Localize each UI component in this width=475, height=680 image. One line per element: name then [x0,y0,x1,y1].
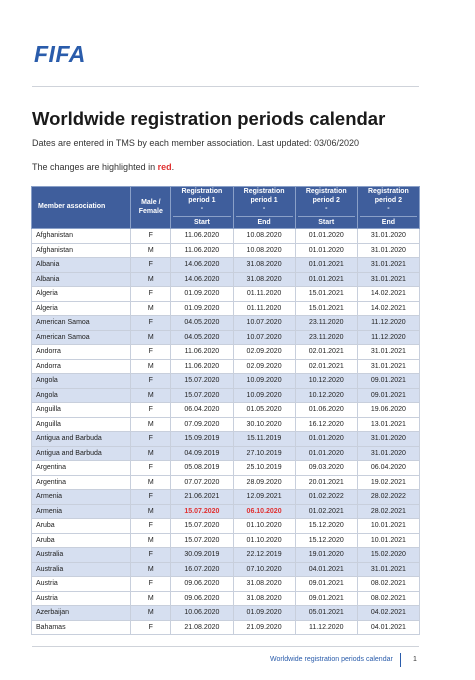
cell-period2-end: 09.01.2021 [357,388,419,403]
cell-period1-start: 06.04.2020 [171,403,233,418]
header-period1-start [171,187,233,229]
cell-member-association: Algeria [32,287,131,302]
header-label: Registration period 2 [367,188,409,204]
cell-period2-start: 19.01.2020 [295,548,357,563]
cell-sex: F [131,374,171,389]
cell-sex: F [131,316,171,331]
cell-period1-end: 31.08.2020 [233,258,295,273]
header-period1-end [233,187,295,229]
table-row [32,359,420,374]
cell-period2-end: 31.01.2021 [357,345,419,360]
changes-red-word: red [157,162,172,172]
header-period2-end [357,187,419,229]
cell-sex: F [131,577,171,592]
cell-period1-start: 11.06.2020 [171,229,233,244]
cell-period2-end: 11.12.2020 [357,330,419,345]
footer-separator [400,653,401,667]
cell-member-association: Australia [32,548,131,563]
table-row [32,301,420,316]
cell-period2-start: 02.01.2021 [295,345,357,360]
cell-period1-start: 01.09.2020 [171,287,233,302]
cell-period1-end: 02.09.2020 [233,359,295,374]
cell-period1-end: 30.10.2020 [233,417,295,432]
table-row [32,504,420,519]
cell-period2-start: 10.12.2020 [295,388,357,403]
cell-period2-start: 01.01.2020 [295,432,357,447]
cell-sex: M [131,359,171,374]
cell-sex: F [131,519,171,534]
cell-period1-start: 09.06.2020 [171,591,233,606]
cell-period2-start: 11.12.2020 [295,620,357,635]
cell-member-association: Anguilla [32,403,131,418]
cell-period1-end: 01.05.2020 [233,403,295,418]
cell-period1-end: 12.09.2021 [233,490,295,505]
header-dash: - [387,205,390,212]
cell-sex: F [131,548,171,563]
cell-period2-end: 31.01.2020 [357,243,419,258]
cell-period1-end: 01.11.2020 [233,301,295,316]
cell-period1-end: 31.08.2020 [233,272,295,287]
cell-period1-end: 02.09.2020 [233,345,295,360]
cell-period1-start: 05.08.2019 [171,461,233,476]
cell-period1-end: 01.10.2020 [233,533,295,548]
header-dash: - [262,205,266,212]
header-period2-start [295,187,357,229]
cell-sex: M [131,475,171,490]
cell-member-association: Afghanistan [32,229,131,244]
cell-sex: M [131,591,171,606]
table-row [32,388,420,403]
cell-period2-start: 09.01.2021 [295,591,357,606]
header-sex-line1: Male / [141,199,161,206]
cell-period1-start: 14.06.2020 [171,258,233,273]
cell-period2-start: 01.01.2020 [295,446,357,461]
cell-period2-start: 09.01.2021 [295,577,357,592]
cell-period1-start: 09.06.2020 [171,577,233,592]
cell-period2-end: 10.01.2021 [357,519,419,534]
cell-member-association: Andorra [32,345,131,360]
cell-member-association: American Samoa [32,316,131,331]
header-sub: Start [298,216,355,228]
cell-sex: M [131,301,171,316]
table-body [32,229,420,635]
cell-period2-end: 31.01.2021 [357,272,419,287]
cell-sex: M [131,417,171,432]
cell-period2-start: 23.11.2020 [295,316,357,331]
cell-period1-end: 15.11.2019 [233,432,295,447]
cell-period2-start: 02.01.2021 [295,359,357,374]
cell-period1-end: 21.09.2020 [233,620,295,635]
cell-period2-end: 28.02.2022 [357,490,419,505]
cell-member-association: Afghanistan [32,243,131,258]
cell-period1-end: 07.10.2020 [233,562,295,577]
cell-period2-start: 01.06.2020 [295,403,357,418]
cell-period2-end: 11.12.2020 [357,316,419,331]
cell-period2-start: 20.01.2021 [295,475,357,490]
cell-sex: F [131,345,171,360]
cell-period1-end: 31.08.2020 [233,591,295,606]
table-header-row [32,187,420,229]
cell-period2-start: 15.12.2020 [295,533,357,548]
changes-suffix: . [171,162,175,172]
cell-sex: M [131,533,171,548]
cell-member-association: American Samoa [32,330,131,345]
cell-period1-start: 30.09.2019 [171,548,233,563]
cell-period2-end: 04.01.2021 [357,620,419,635]
cell-member-association: Australia [32,562,131,577]
cell-period1-start: 07.07.2020 [171,475,233,490]
cell-period1-start: 15.07.2020 [171,533,233,548]
cell-member-association: Azerbaijan [32,606,131,621]
cell-sex: F [131,403,171,418]
cell-period1-end: 01.09.2020 [233,606,295,621]
cell-period1-start: 15.07.2020 [171,519,233,534]
cell-member-association: Anguilla [32,417,131,432]
cell-period2-end: 28.02.2021 [357,504,419,519]
header-dash: - [200,205,204,212]
cell-period2-start: 15.01.2021 [295,287,357,302]
cell-member-association: Andorra [32,359,131,374]
cell-period1-start: 15.07.2020 [171,374,233,389]
cell-period1-end: 01.10.2020 [233,519,295,534]
cell-period2-start: 01.02.2021 [295,504,357,519]
header-member-association: Member association [32,187,131,229]
table-row [32,620,420,635]
cell-sex: M [131,504,171,519]
cell-member-association: Argentina [32,475,131,490]
header-label: Registration period 1 [243,188,285,204]
cell-member-association: Aruba [32,519,131,534]
cell-period2-end: 31.01.2021 [357,359,419,374]
table-row [32,316,420,331]
table-row [32,374,420,389]
page-number: 1 [413,656,417,663]
top-divider [32,86,419,87]
cell-period1-start: 11.06.2020 [171,359,233,374]
cell-period2-end: 09.01.2021 [357,374,419,389]
header-dash: - [325,205,328,212]
cell-member-association: Antigua and Barbuda [32,446,131,461]
cell-period2-end: 31.01.2021 [357,258,419,273]
cell-period1-start: 04.05.2020 [171,316,233,331]
cell-sex: F [131,490,171,505]
cell-period1-start: 04.05.2020 [171,330,233,345]
cell-period2-end: 13.01.2021 [357,417,419,432]
table-row [32,533,420,548]
cell-sex: F [131,229,171,244]
cell-period2-end: 31.01.2020 [357,229,419,244]
page-title: Worldwide registration periods calendar [32,108,386,129]
cell-member-association: Bahamas [32,620,131,635]
cell-period2-start: 16.12.2020 [295,417,357,432]
header-sub: End [360,216,417,228]
cell-sex: M [131,388,171,403]
cell-sex: F [131,620,171,635]
page-subtitle: Dates are entered in TMS by each member association. Last updated: 03/06/2020 [32,138,360,148]
cell-period1-start: 21.06.2021 [171,490,233,505]
cell-sex: M [131,272,171,287]
cell-period2-start: 01.01.2021 [295,272,357,287]
cell-period1-end: 01.11.2020 [233,287,295,302]
table-row [32,403,420,418]
cell-sex: F [131,461,171,476]
table-row [32,475,420,490]
cell-member-association: Austria [32,577,131,592]
cell-member-association: Austria [32,591,131,606]
cell-period1-start: 21.08.2020 [171,620,233,635]
cell-period1-end: 10.09.2020 [233,374,295,389]
cell-period1-start: 14.06.2020 [171,272,233,287]
table-row [32,519,420,534]
fifa-logo: FIFA [34,41,86,67]
cell-period1-start: 15.07.2020 [171,504,233,519]
cell-period1-start: 07.09.2020 [171,417,233,432]
header-label: Registration period 2 [305,188,347,204]
table-row [32,591,420,606]
cell-period1-start: 16.07.2020 [171,562,233,577]
cell-sex: M [131,330,171,345]
cell-member-association: Armenia [32,490,131,505]
cell-sex: F [131,287,171,302]
table-row [32,562,420,577]
cell-period1-start: 01.09.2020 [171,301,233,316]
cell-member-association: Aruba [32,533,131,548]
cell-period1-end: 28.09.2020 [233,475,295,490]
changes-prefix: The changes are highlighted in [32,162,158,172]
table-row [32,229,420,244]
cell-period1-end: 10.08.2020 [233,243,295,258]
table-row [32,330,420,345]
cell-period2-end: 06.04.2020 [357,461,419,476]
cell-period2-end: 31.01.2020 [357,432,419,447]
cell-period1-end: 27.10.2019 [233,446,295,461]
cell-member-association: Antigua and Barbuda [32,432,131,447]
cell-sex: M [131,446,171,461]
cell-period2-end: 04.02.2021 [357,606,419,621]
cell-sex: M [131,243,171,258]
cell-period2-end: 19.06.2020 [357,403,419,418]
cell-period1-end: 06.10.2020 [233,504,295,519]
cell-period2-end: 14.02.2021 [357,301,419,316]
table-row [32,577,420,592]
header-label: Registration period 1 [181,188,223,204]
table-row [32,490,420,505]
cell-period1-end: 25.10.2019 [233,461,295,476]
cell-period1-end: 10.08.2020 [233,229,295,244]
table-row [32,345,420,360]
cell-period2-end: 31.01.2021 [357,562,419,577]
table-row [32,272,420,287]
header-sex-line2: Female [138,207,163,215]
footer-title: Worldwide registration periods calendar [270,656,393,663]
cell-period1-start: 15.07.2020 [171,388,233,403]
cell-period1-start: 11.06.2020 [171,345,233,360]
cell-period2-start: 15.01.2021 [295,301,357,316]
table-row [32,417,420,432]
table-row [32,243,420,258]
cell-period2-start: 05.01.2021 [295,606,357,621]
cell-period1-start: 10.06.2020 [171,606,233,621]
cell-period2-start: 01.02.2022 [295,490,357,505]
cell-period2-start: 01.01.2021 [295,258,357,273]
cell-period1-end: 10.07.2020 [233,330,295,345]
cell-period2-start: 01.01.2020 [295,243,357,258]
cell-member-association: Angola [32,374,131,389]
cell-period1-end: 10.09.2020 [233,388,295,403]
cell-period2-end: 15.02.2020 [357,548,419,563]
cell-period1-end: 22.12.2019 [233,548,295,563]
changes-note [32,162,174,172]
cell-period2-end: 10.01.2021 [357,533,419,548]
cell-member-association: Argentina [32,461,131,476]
cell-member-association: Albania [32,272,131,287]
table-row [32,606,420,621]
cell-member-association: Armenia [32,504,131,519]
cell-period2-start: 01.01.2020 [295,229,357,244]
cell-member-association: Albania [32,258,131,273]
cell-sex: F [131,432,171,447]
cell-period2-end: 08.02.2021 [357,591,419,606]
cell-period2-start: 10.12.2020 [295,374,357,389]
cell-member-association: Algeria [32,301,131,316]
table-row [32,432,420,447]
table-row [32,461,420,476]
cell-period1-start: 11.06.2020 [171,243,233,258]
cell-member-association: Angola [32,388,131,403]
cell-period2-end: 31.01.2020 [357,446,419,461]
header-male-female [131,187,171,229]
cell-period2-start: 04.01.2021 [295,562,357,577]
table-row [32,287,420,302]
bottom-divider [32,646,419,647]
registration-periods-table [31,186,420,635]
header-sub: Start [173,216,230,228]
cell-period2-start: 09.03.2020 [295,461,357,476]
cell-period2-start: 23.11.2020 [295,330,357,345]
cell-period2-start: 15.12.2020 [295,519,357,534]
table-row [32,548,420,563]
cell-period2-end: 08.02.2021 [357,577,419,592]
table-row [32,258,420,273]
header-sub: End [236,216,293,228]
cell-period1-end: 31.08.2020 [233,577,295,592]
cell-sex: F [131,258,171,273]
cell-sex: M [131,606,171,621]
cell-period2-end: 14.02.2021 [357,287,419,302]
cell-period1-start: 15.09.2019 [171,432,233,447]
cell-period1-end: 10.07.2020 [233,316,295,331]
cell-period1-start: 04.09.2019 [171,446,233,461]
cell-sex: M [131,562,171,577]
cell-period2-end: 19.02.2021 [357,475,419,490]
table-row [32,446,420,461]
